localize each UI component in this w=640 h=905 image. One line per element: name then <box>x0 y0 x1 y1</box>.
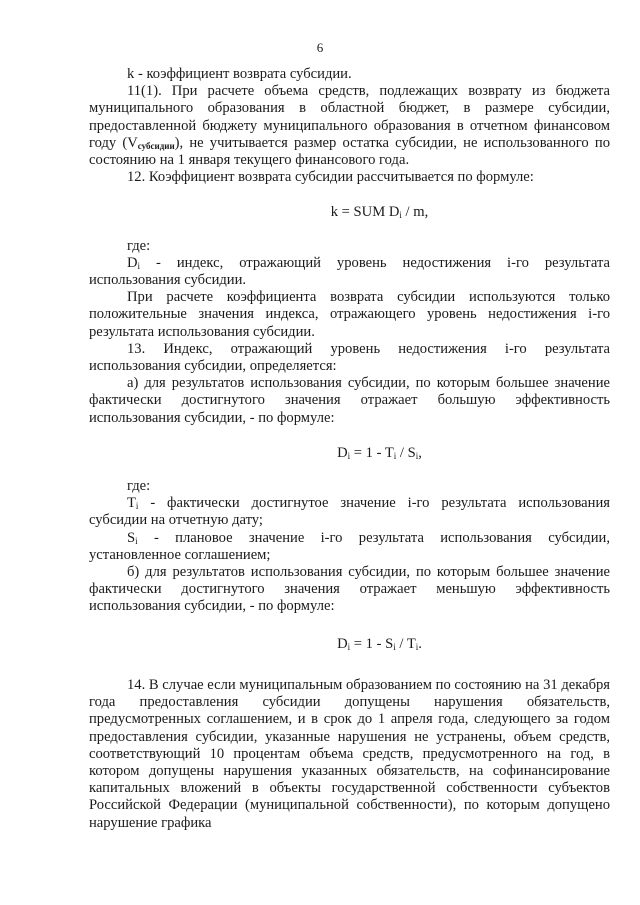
formula-d-a-part-1: D <box>337 444 348 461</box>
formula-d-b <box>89 636 610 653</box>
paragraph-13: 13. Индекс, отражающий уровень недостижения i-го результата использования субсидии, определяется: <box>89 340 610 375</box>
formula-k-subscript: i <box>399 210 402 221</box>
t-symbol: T <box>127 495 136 512</box>
formula-d-b-sub-3: i <box>415 641 419 652</box>
formula-d-b-sub-1: i <box>347 641 351 652</box>
paragraph-13-b: б) для результатов использования субсидии, по которым большее значение фактически достигнутого значения отражает меньшую эффективность использования субсидии, - по формуле: <box>89 564 610 615</box>
s-symbol: S <box>127 529 136 546</box>
formula-d-b-part-2: = 1 - S <box>350 635 394 652</box>
t-subscript: i <box>135 501 139 512</box>
s-definition <box>89 530 610 564</box>
formula-d-a-part-2: = 1 - T <box>350 444 394 461</box>
paragraph-13-a: а) для результатов использования субсидии, по которым большее значение фактически достигнутого значения отражает большую эффективность использования субсидии, - по формуле: <box>89 375 610 426</box>
d-definition <box>89 255 610 289</box>
formula-d-b-part-3: / T <box>395 635 416 652</box>
v-subscript: субсидии <box>137 140 175 151</box>
s-subscript: i <box>135 535 138 546</box>
paragraph-k-definition: k - коэффициент возврата субсидии. <box>127 66 352 82</box>
where-label-1: где: <box>127 237 151 254</box>
paragraph-11-1-text-a: 11(1). При расчете объема средств, подлежащих возврату из бюджета муниципального образования в областной бюджет, в размере субсидии, предоставленной бюджету муниципального образования в отчетном финансовом году (V <box>89 83 610 151</box>
formula-d-a-sub-1: i <box>347 450 351 461</box>
formula-d-a-sub-3: i <box>415 450 419 461</box>
formula-d-a-part-4: , <box>418 444 422 461</box>
formula-k <box>89 204 610 221</box>
formula-d-b-part-1: D <box>337 635 348 652</box>
page-number: 6 <box>316 40 324 55</box>
formula-k-part-b: / m, <box>401 204 429 221</box>
paragraph-12: 12. Коэффициент возврата субсидии рассчитывается по формуле: <box>127 169 534 186</box>
formula-d-b-sub-2: i <box>393 641 396 652</box>
document-body <box>89 66 610 832</box>
d-symbol: D <box>127 254 138 271</box>
formula-k-part-a: k = SUM D <box>330 204 400 221</box>
formula-d-b-part-4: . <box>418 635 422 652</box>
s-definition-text: - плановое значение i-го результата использования субсидии, установленное соглашением; <box>89 529 610 563</box>
paragraph-11-1 <box>89 83 610 169</box>
t-definition-text: - фактически достигнутое значение i-го результата использования субсидии на отчетную дату; <box>89 495 610 529</box>
formula-d-a-sub-2: i <box>393 450 397 461</box>
paragraph-11-1-text-b: ), не учитывается размер остатка субсидии, не использованного по состоянию на 1 января текущего финансового года. <box>89 134 610 169</box>
paragraph-14: 14. В случае если муниципальным образованием по состоянию на 31 декабря года предоставления субсидии допущены нарушения обязательств, предусмотренных соглашением, и в срок до 1 апреля года, следующего за годом предоставления субсидии, указанные нарушения не устранены, объем средств, соответствующий 10 процентам объема средств, предусмотренного на год, в котором допущены нарушения указанных обязательств, на софинансирование капитальных вложений в объекты государственной собственности субъектов Российской Федерации (муниципальной собственности), по которым допущено нарушение графика <box>89 676 610 831</box>
paragraph-positive-values: При расчете коэффициента возврата субсидии используются только положительные значения индекса, отражающего уровень недостижения i-го результата использования субсидии. <box>89 289 610 340</box>
formula-d-a <box>89 445 610 462</box>
d-subscript: i <box>137 260 141 271</box>
d-definition-text: - индекс, отражающий уровень недостижения i-го результата использования субсидии. <box>89 254 610 289</box>
formula-d-a-part-3: / S <box>396 444 416 461</box>
where-label-2: где: <box>127 478 151 495</box>
t-definition <box>89 495 610 529</box>
